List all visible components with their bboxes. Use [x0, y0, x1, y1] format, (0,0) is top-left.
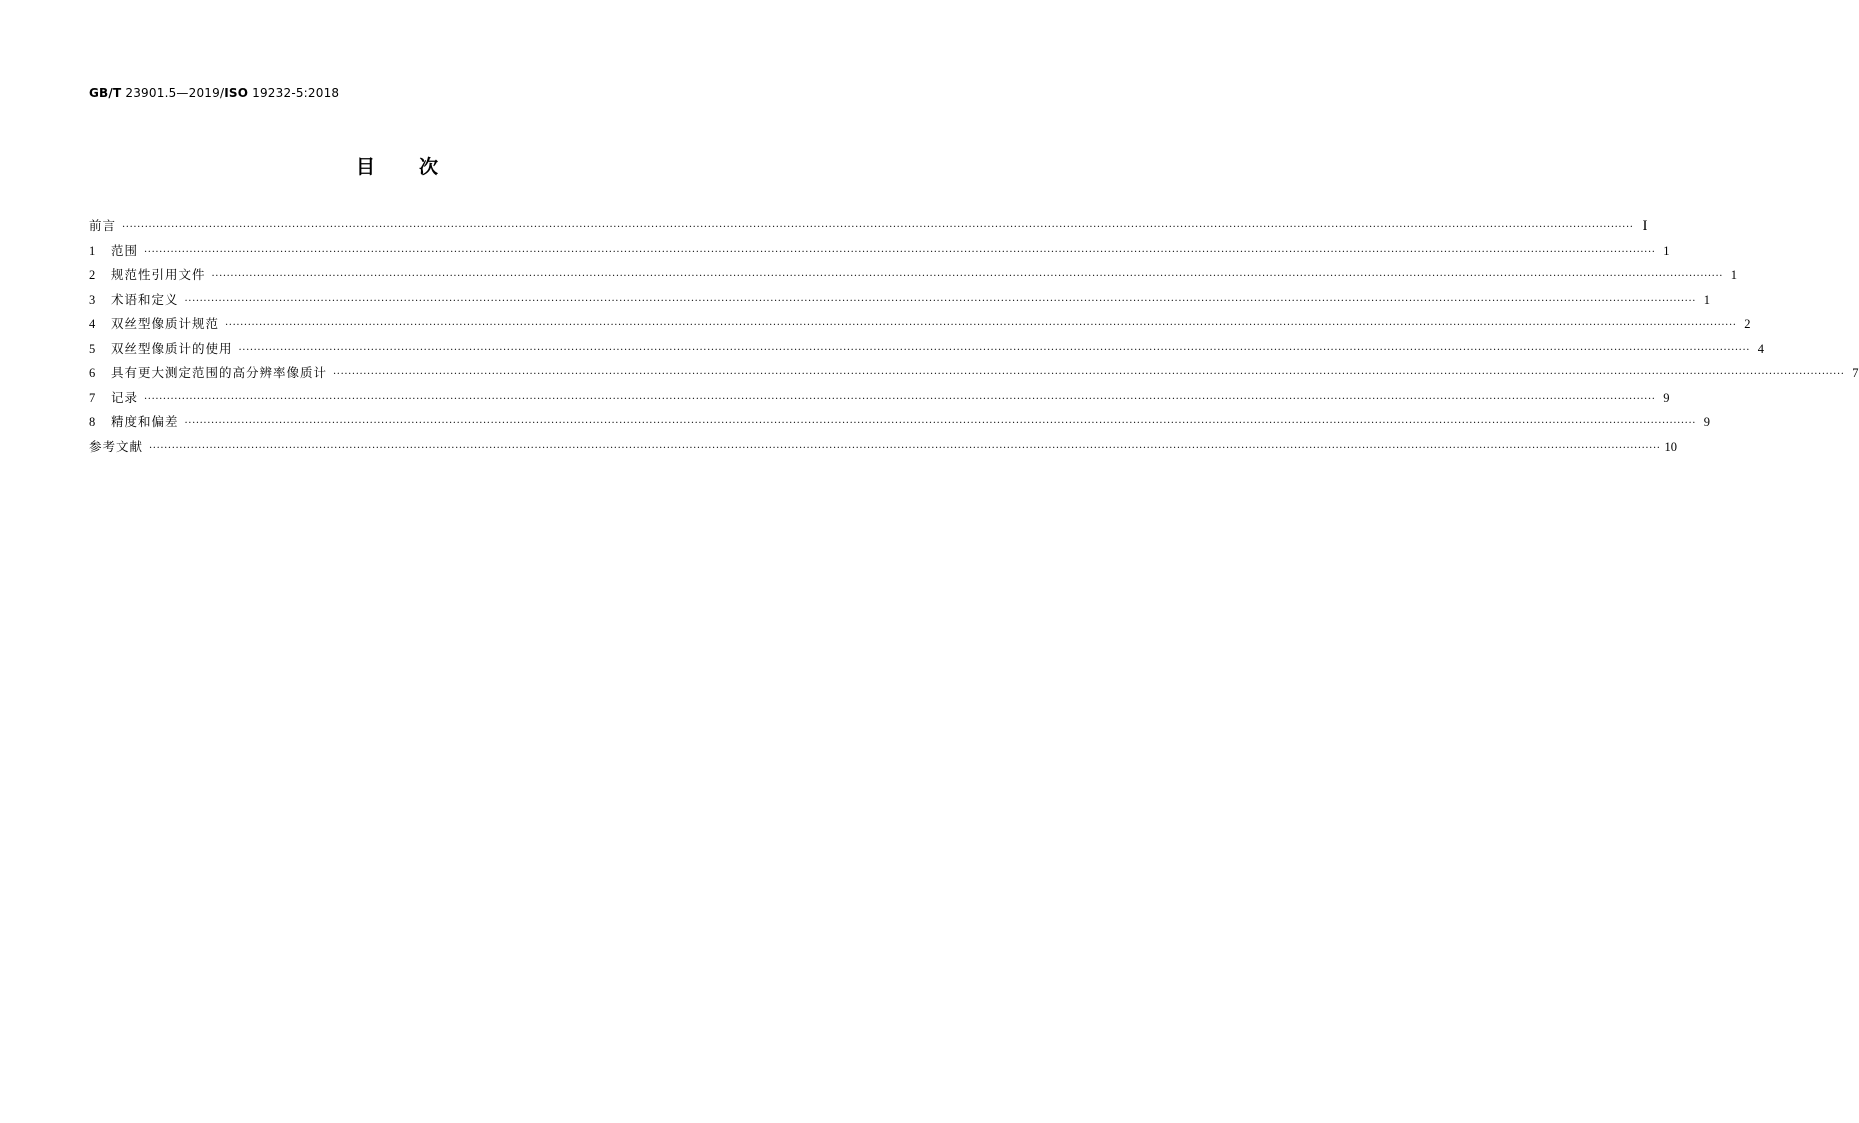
toc-entry-page: 1	[1730, 268, 1737, 282]
toc-entry-label: 术语和定义	[111, 291, 179, 307]
toc-entry-label: 双丝型像质计的使用	[111, 340, 233, 356]
table-of-contents	[89, 216, 1859, 461]
toc-entry-label: 具有更大测定范围的高分辨率像质计	[111, 365, 328, 380]
toc-leader-dots: ················································································································································································································································································································································································································	[144, 246, 1656, 258]
toc-entry-label: 精度和偏差	[111, 414, 179, 429]
iso-prefix: ISO	[224, 86, 249, 100]
toc-entry-foreword[interactable]	[89, 216, 1648, 241]
toc-entry-page: 9	[1703, 415, 1710, 429]
toc-entry-1[interactable]	[89, 241, 1670, 266]
toc-entry-page: 1	[1703, 292, 1710, 307]
toc-entry-page: 10	[1664, 439, 1677, 454]
toc-entry-page: 7	[1852, 366, 1859, 380]
toc-entry-page: 1	[1663, 243, 1670, 258]
toc-entry-page: 4	[1757, 341, 1764, 356]
page-title: 目次	[355, 156, 482, 178]
toc-entry-page: 2	[1744, 317, 1751, 331]
toc-entry-label: 参考文献	[89, 438, 144, 454]
toc-entry-label: 规范性引用文件	[111, 267, 206, 282]
toc-entry-number: 2	[89, 268, 96, 282]
toc-leader-dots: ················································································································································································································································································································································································································	[122, 222, 1634, 233]
toc-leader-dots: ················································································································································································································································································································································································································	[184, 418, 1696, 429]
toc-entry-number: 1	[89, 243, 96, 258]
std-code-prefix: GB/T	[89, 86, 122, 100]
toc-leader-dots: ················································································································································································································································································································································································································	[184, 295, 1696, 307]
toc-entry-8[interactable]	[89, 412, 1710, 437]
toc-leader-dots: ················································································································································································································································································································································································································	[149, 442, 1661, 454]
toc-entry-number: 6	[89, 366, 96, 380]
toc-leader-dots: ················································································································································································································································································································································································································	[225, 320, 1737, 331]
toc-leader-dots: ················································································································································································································································································································································································································	[211, 271, 1723, 282]
toc-entry-label: 范围	[111, 242, 139, 258]
iso-number: 19232-5:2018	[252, 86, 340, 100]
toc-entry-number: 4	[89, 317, 96, 331]
toc-entry-number: 7	[89, 390, 96, 405]
toc-entry-bibliography[interactable]	[89, 437, 1677, 462]
toc-entry-4[interactable]	[89, 314, 1751, 339]
standard-code-header	[89, 86, 339, 100]
std-code-number: 23901.5—2019/	[125, 86, 225, 100]
toc-entry-label: 记录	[111, 389, 139, 405]
toc-leader-dots: ················································································································································································································································································································································································································	[238, 344, 1750, 356]
toc-entry-label: 双丝型像质计规范	[111, 316, 220, 331]
toc-entry-page: I	[1642, 218, 1648, 234]
toc-entry-6[interactable]	[89, 363, 1859, 388]
toc-entry-number: 3	[89, 292, 96, 307]
toc-entry-3[interactable]	[89, 290, 1710, 315]
toc-entry-number: 8	[89, 415, 96, 429]
toc-entry-page: 9	[1663, 390, 1670, 405]
toc-entry-number: 5	[89, 341, 96, 356]
toc-entry-2[interactable]	[89, 265, 1737, 290]
toc-leader-dots: ················································································································································································································································································································································································································	[333, 369, 1845, 380]
toc-entry-7[interactable]	[89, 388, 1670, 413]
toc-leader-dots: ················································································································································································································································································································································································································	[144, 393, 1656, 405]
toc-entry-label: 前言	[89, 218, 117, 233]
toc-entry-5[interactable]	[89, 339, 1764, 364]
